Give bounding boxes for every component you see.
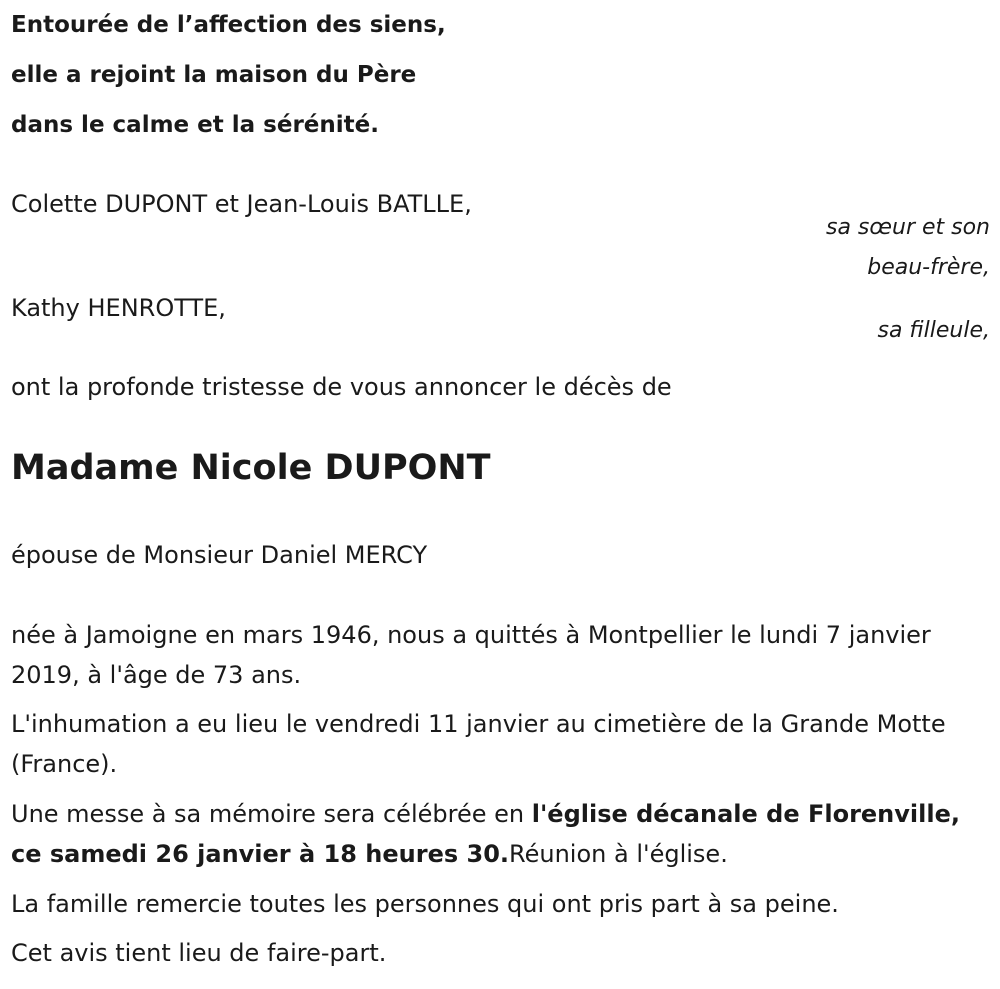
- mass-suffix: Réunion à l'église.: [509, 840, 728, 868]
- intro-line-3: dans le calme et la sérénité.: [11, 112, 379, 138]
- thanks-paragraph: La famille remercie toutes les personnes qui ont pris part à sa peine.: [11, 890, 839, 918]
- goddaughter-name: Kathy HENROTTE,: [11, 294, 226, 322]
- deceased-name: Madame Nicole DUPONT: [11, 448, 491, 488]
- mass-location-time: l'église décanale de Florenville, ce samedi 26 janvier à 18 heures 30.: [11, 800, 960, 868]
- mass-prefix: Une messe à sa mémoire sera célébrée en: [11, 800, 532, 828]
- spouse-line: épouse de Monsieur Daniel MERCY: [11, 541, 428, 569]
- burial-paragraph: L'inhumation a eu lieu le vendredi 11 janvier au cimetière de la Grande Motte (France).: [11, 710, 946, 778]
- goddaughter-relation: sa filleule,: [877, 318, 990, 343]
- intro-line-2: elle a rejoint la maison du Père: [11, 62, 417, 88]
- sister-relation-line-2: beau-frère,: [867, 255, 990, 280]
- intro-line-1: Entourée de l’affection des siens,: [11, 12, 446, 38]
- announcement-text: ont la profonde tristesse de vous annoncer le décès de: [11, 373, 672, 401]
- sister-relation-line-1: sa sœur et son: [825, 215, 990, 240]
- sister-names: Colette DUPONT et Jean-Louis BATLLE,: [11, 190, 472, 218]
- mass-paragraph: [11, 794, 986, 874]
- birth-paragraph: née à Jamoigne en mars 1946, nous a quittés à Montpellier le lundi 7 janvier 2019, à l'âge de 73 ans.: [11, 621, 931, 689]
- notice-paragraph: Cet avis tient lieu de faire-part.: [11, 939, 387, 967]
